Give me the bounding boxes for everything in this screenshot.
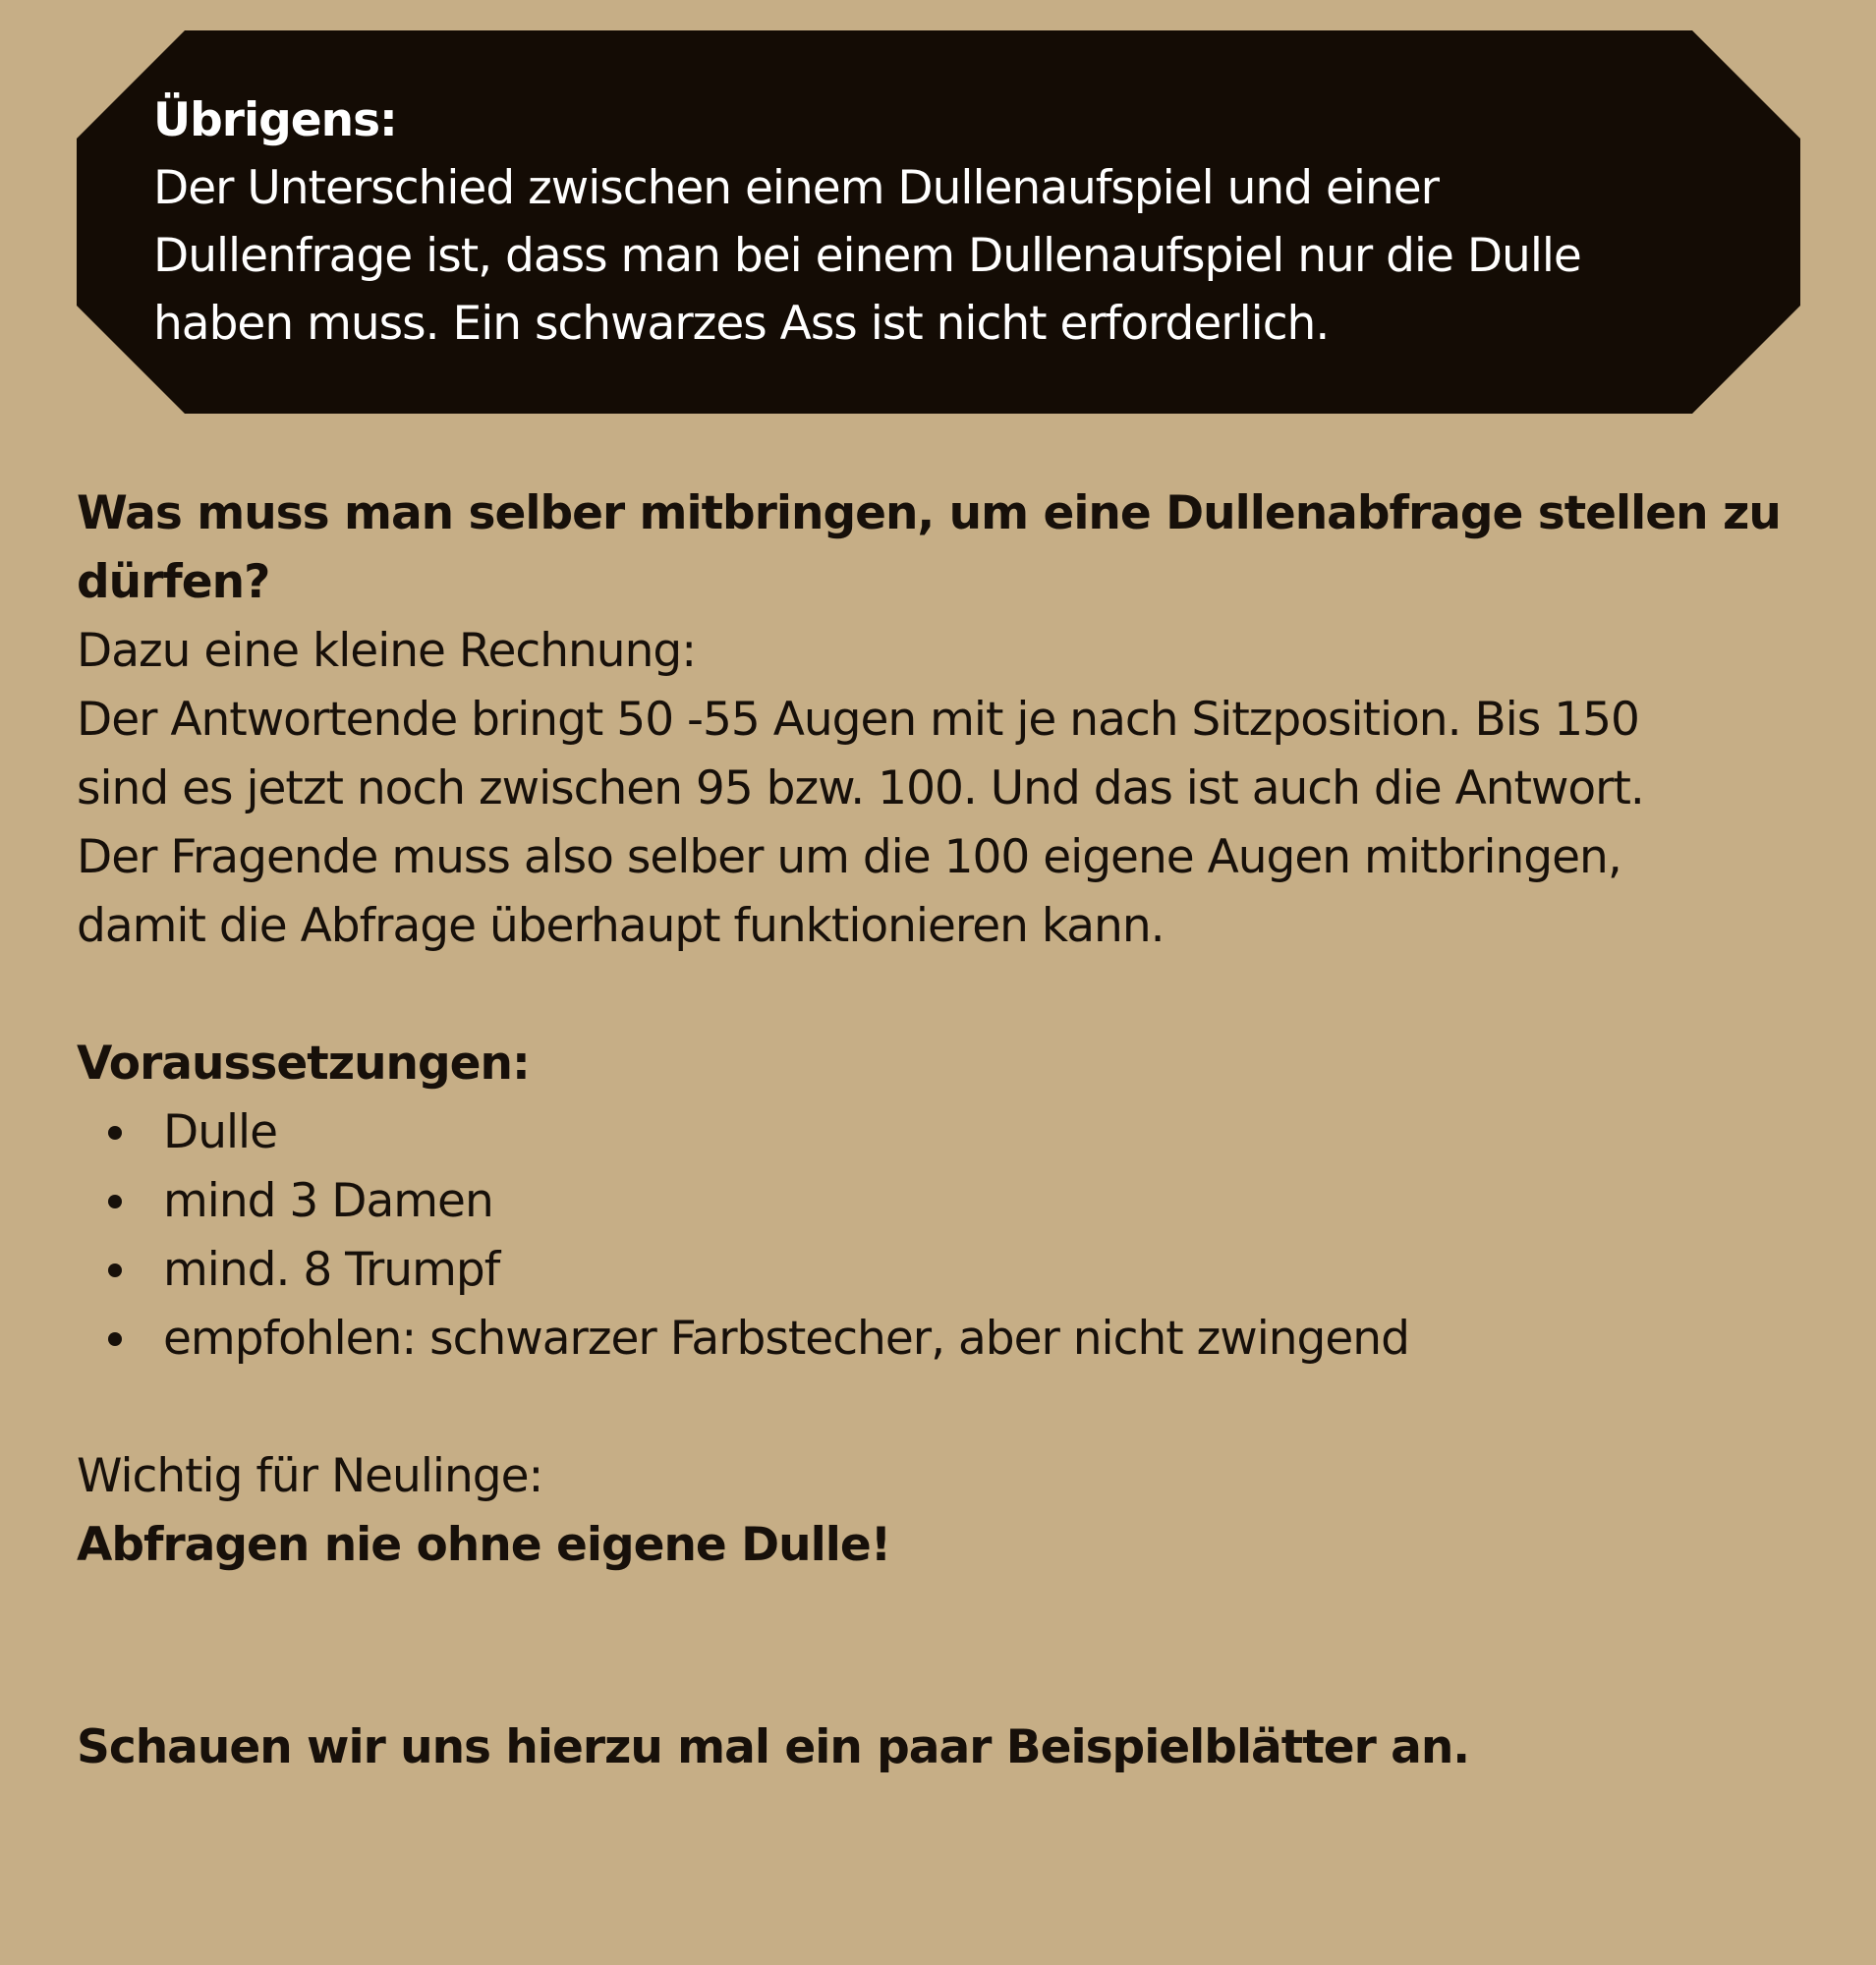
callout-line: Der Unterschied zwischen einem Dullenaufspiel und einer <box>153 161 1439 215</box>
spacer <box>77 1374 1836 1442</box>
requirements-list <box>77 1098 1836 1374</box>
answer-line: damit die Abfrage überhaupt funktionieren kann. <box>77 899 1165 953</box>
question-line: Was muss man selber mitbringen, um eine Dullenabfrage stellen zu <box>77 486 1781 540</box>
list-item-text: empfohlen: schwarzer Farbstecher, aber nicht zwingend <box>163 1312 1409 1366</box>
tip-text: Abfragen nie ohne eigene Dulle! <box>77 1518 891 1572</box>
bullet-icon <box>108 1263 122 1277</box>
callout-title: Übrigens: <box>153 93 397 147</box>
bullet-icon <box>108 1126 122 1140</box>
list-item-text: mind 3 Damen <box>163 1174 493 1228</box>
question-line: dürfen? <box>77 555 270 609</box>
list-item-text: mind. 8 Trumpf <box>163 1243 500 1297</box>
callout-line: Dullenfrage ist, dass man bei einem Dullenaufspiel nur die Dulle <box>153 229 1581 283</box>
spacer <box>77 961 1836 1030</box>
bullet-icon <box>108 1332 122 1346</box>
list-item <box>77 1098 1836 1167</box>
callout-text <box>153 86 1765 358</box>
answer-line: Der Fragende muss also selber um die 100 eigene Augen mitbringen, <box>77 830 1621 884</box>
bullet-icon <box>108 1195 122 1208</box>
tip-label: Wichtig für Neulinge: <box>77 1449 543 1503</box>
closing-text: Schauen wir uns hierzu mal ein paar Beispielblätter an. <box>77 1720 1470 1774</box>
answer-line: sind es jetzt noch zwischen 95 bzw. 100. Und das ist auch die Antwort. <box>77 761 1644 815</box>
answer-line: Dazu eine kleine Rechnung: <box>77 624 697 678</box>
main-content <box>77 479 1836 1580</box>
callout-line: haben muss. Ein schwarzes Ass ist nicht erforderlich. <box>153 297 1330 351</box>
list-item <box>77 1236 1836 1305</box>
requirements-heading: Voraussetzungen: <box>77 1037 530 1091</box>
list-item-text: Dulle <box>163 1105 278 1159</box>
list-item <box>77 1305 1836 1374</box>
answer-line: Der Antwortende bringt 50 -55 Augen mit je nach Sitzposition. Bis 150 <box>77 693 1639 747</box>
question-heading <box>77 479 1836 617</box>
list-item <box>77 1167 1836 1236</box>
answer-paragraph <box>77 617 1836 961</box>
